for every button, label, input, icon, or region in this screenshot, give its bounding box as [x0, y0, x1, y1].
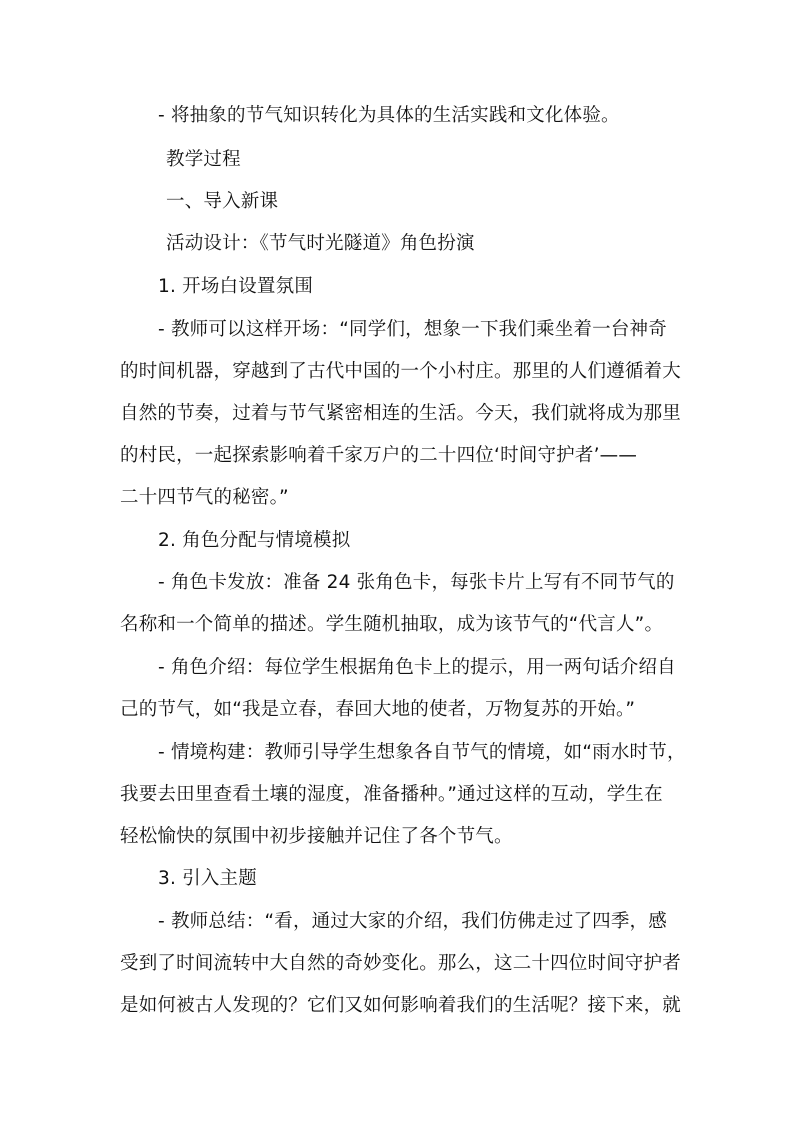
text-line: 己的节气，如“我是立春，春回大地的使者，万物复苏的开始。”: [120, 699, 636, 720]
subsection-heading: 一、导入新课: [166, 191, 279, 212]
step-heading: 1. 开场白设置氛围: [158, 276, 314, 297]
text-line: 我要去田里查看土壤的湿度，准备播种。”通过这样的互动，学生在: [120, 784, 663, 805]
text-line: 名称和一个简单的描述。学生随机抽取，成为该节气的“代言人”。: [120, 614, 664, 635]
text-line: - 角色卡发放：准备 24 张角色卡，每张卡片上写有不同节气的: [158, 572, 675, 593]
section-heading: 教学过程: [166, 149, 241, 170]
text-line: - 教师总结：“看，通过大家的介绍，我们仿佛走过了四季，感: [158, 911, 667, 932]
activity-title: 活动设计：《节气时光隧道》角色扮演: [166, 233, 475, 254]
text-line: 的时间机器，穿越到了古代中国的一个小村庄。那里的人们遵循着大: [120, 361, 682, 382]
text-line: 受到了时间流转中大自然的奇妙变化。那么，这二十四位时间守护者: [120, 953, 682, 974]
text-line: 自然的节奏，过着与节气紧密相连的生活。今天，我们就将成为那里: [120, 403, 682, 424]
text-line: - 情境构建：教师引导学生想象各自节气的情境，如“雨水时节，: [158, 742, 686, 763]
text-line: - 教师可以这样开场：“同学们，想象一下我们乘坐着一台神奇: [158, 319, 667, 340]
text-line: 的村民，一起探索影响着千家万户的二十四位‘时间守护者’——: [120, 445, 638, 466]
text-line: 轻松愉快的氛围中初步接触并记住了各个节气。: [120, 826, 513, 847]
text-line: 二十四节气的秘密。”: [120, 487, 289, 508]
text-line: - 将抽象的节气知识转化为具体的生活实践和文化体验。: [158, 105, 620, 126]
text-line: - 角色介绍：每位学生根据角色卡上的提示，用一两句话介绍自: [158, 657, 676, 678]
step-heading: 2. 角色分配与情境模拟: [158, 530, 351, 551]
text-line: 是如何被古人发现的？它们又如何影响着我们的生活呢？接下来，就: [120, 995, 682, 1016]
step-heading: 3. 引入主题: [158, 868, 257, 889]
